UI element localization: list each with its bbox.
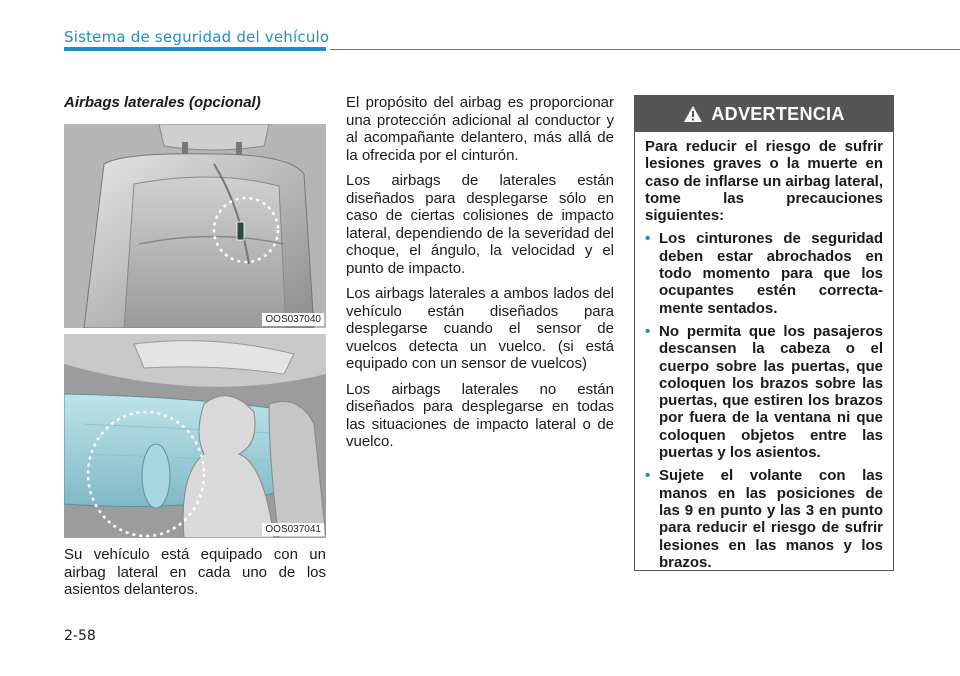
warning-item [645,230,883,316]
warning-item-text: Los cinturones de seguridad deben estar abrochados en todo momento para que los ocupantes estén correcta-mente sentados. [659,230,883,317]
description-column [346,94,614,459]
paragraph: Los airbags de laterales están diseñados para desplegarse sólo en caso de ciertas colisiones de impacto lateral, dependiendo de la severidad del choque, el ángulo, la velocidad y el punto de impacto. [346,172,614,277]
warning-item [645,467,883,571]
figure-code: OOS037040 [262,313,324,326]
warning-item-text: No permita que los pasajeros descansen la cabeza o el cuerpo sobre las puertas, que coloquen los brazos sobre las puertas, que estiren los brazos por fuera de la ventana ni que coloquen objetos entre las puertas y los asientos. [659,322,883,462]
warning-body [635,132,893,571]
warning-title: ADVERTENCIA [711,103,845,124]
paragraph: Los airbags laterales no están diseñados para desplegarse en todas las situaciones de impacto lateral o de vuelco. [346,380,614,450]
intro-paragraph: Su vehículo está equipado con un airbag lateral en cada uno de los asientos delanteros. [64,546,326,598]
warning-box [634,95,894,571]
figure-airbag-deployment [64,334,326,538]
figure-code: OOS037041 [262,523,324,536]
warning-item [645,323,883,461]
header-rule-accent [64,47,326,51]
paragraph: El propósito del airbag es proporcionar una protección adicional al conductor y al acompañante delantero, más allá de la ofrecida por el cinturón. [346,94,614,164]
bullet-icon: • [645,230,651,248]
seat-side-airbag-illustration [64,124,326,328]
warning-list [645,230,883,571]
side-airbag-deployment-illustration [64,334,326,538]
warning-item-text: Sujete el volante con las manos en las posiciones de las 9 en punto y las 3 en punto para reducir el riesgo de sufrir lesiones en las manos y los brazos. [659,467,883,571]
bullet-icon: • [645,467,651,485]
warning-header [635,96,893,132]
figure-seat-airbag [64,124,326,328]
warning-triangle-icon [683,105,703,123]
warning-intro: Para reducir el riesgo de sufrir lesiones graves o la muerte en caso de inflarse un airbag lateral, tome las precauciones siguientes: [645,138,883,225]
header-rule-line [330,49,960,50]
bullet-icon: • [645,322,651,340]
section-heading: Airbags laterales (opcional) [64,94,261,111]
paragraph: Los airbags laterales a ambos lados del vehículo están diseñados para desplegarse cuando el sensor de vuelcos detecta un vuelco. (si está equipado con un sensor de vuelcos) [346,285,614,372]
section-header-title: Sistema de seguridad del vehículo [64,28,330,46]
page-number: 2-58 [64,628,96,644]
